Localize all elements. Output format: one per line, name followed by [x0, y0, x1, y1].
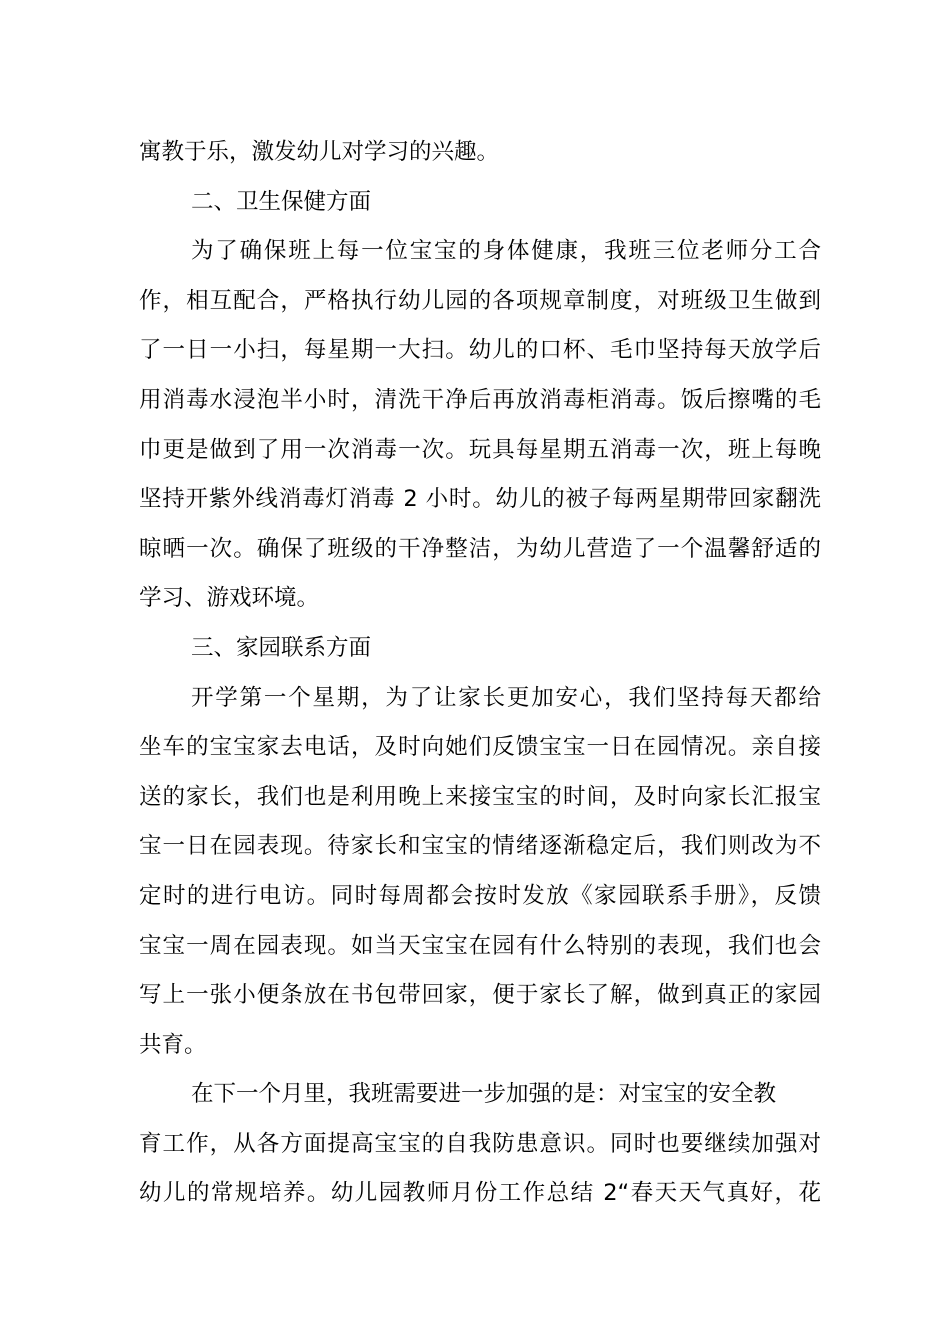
text-line: 学习、游戏环境。 [139, 585, 320, 612]
text-line: 开学第一个星期，为了让家长更加安心，我们坚持每天都给 [191, 684, 821, 711]
text-line: 寓教于乐，激发幼儿对学习的兴趣。 [139, 139, 500, 165]
text-line: 为了确保班上每一位宝宝的身体健康，我班三位老师分工合 [191, 238, 821, 265]
text-line: 坚持开紫外线消毒灯消毒 2 小时。幼儿的被子每两星期带回家翻洗 [139, 486, 821, 513]
text-line: 在下一个月里，我班需要进一步加强的是：对宝宝的安全教 [191, 1081, 777, 1108]
text-line: 幼儿的常规培养。幼儿园教师月份工作总结 2“春天天气真好，花 [139, 1180, 821, 1207]
text-line: 宝宝一周在园表现。如当天宝宝在园有什么特别的表现，我们也会 [139, 932, 821, 959]
text-line: 三、家园联系方面 [191, 634, 372, 661]
text-line: 共育。 [139, 1031, 207, 1058]
document-body [139, 128, 821, 1219]
text-line: 坐车的宝宝家去电话，及时向她们反馈宝宝一日在园情况。亲自接 [139, 734, 821, 761]
text-line: 育工作，从各方面提高宝宝的自我防患意识。同时也要继续加强对 [139, 1130, 821, 1157]
text-line: 宝一日在园表现。待家长和宝宝的情绪逐渐稳定后，我们则改为不 [139, 833, 821, 860]
text-line: 送的家长，我们也是利用晚上来接宝宝的时间，及时向家长汇报宝 [139, 783, 821, 810]
text-line: 了一日一小扫，每星期一大扫。幼儿的口杯、毛巾坚持每天放学后 [139, 337, 821, 364]
text-line: 巾更是做到了用一次消毒一次。玩具每星期五消毒一次，班上每晚 [139, 436, 821, 463]
text-line: 用消毒水浸泡半小时，清洗干净后再放消毒柜消毒。饭后擦嘴的毛 [139, 386, 821, 413]
text-line: 写上一张小便条放在书包带回家，便于家长了解，做到真正的家园 [139, 982, 821, 1009]
text-line: 作，相互配合，严格执行幼儿园的各项规章制度，对班级卫生做到 [139, 287, 821, 314]
text-line: 定时的进行电访。同时每周都会按时发放《家园联系手册》，反馈 [139, 882, 821, 909]
text-line: 晾晒一次。确保了班级的干净整洁，为幼儿营造了一个温馨舒适的 [139, 535, 821, 562]
text-line: 二、卫生保健方面 [191, 188, 372, 215]
